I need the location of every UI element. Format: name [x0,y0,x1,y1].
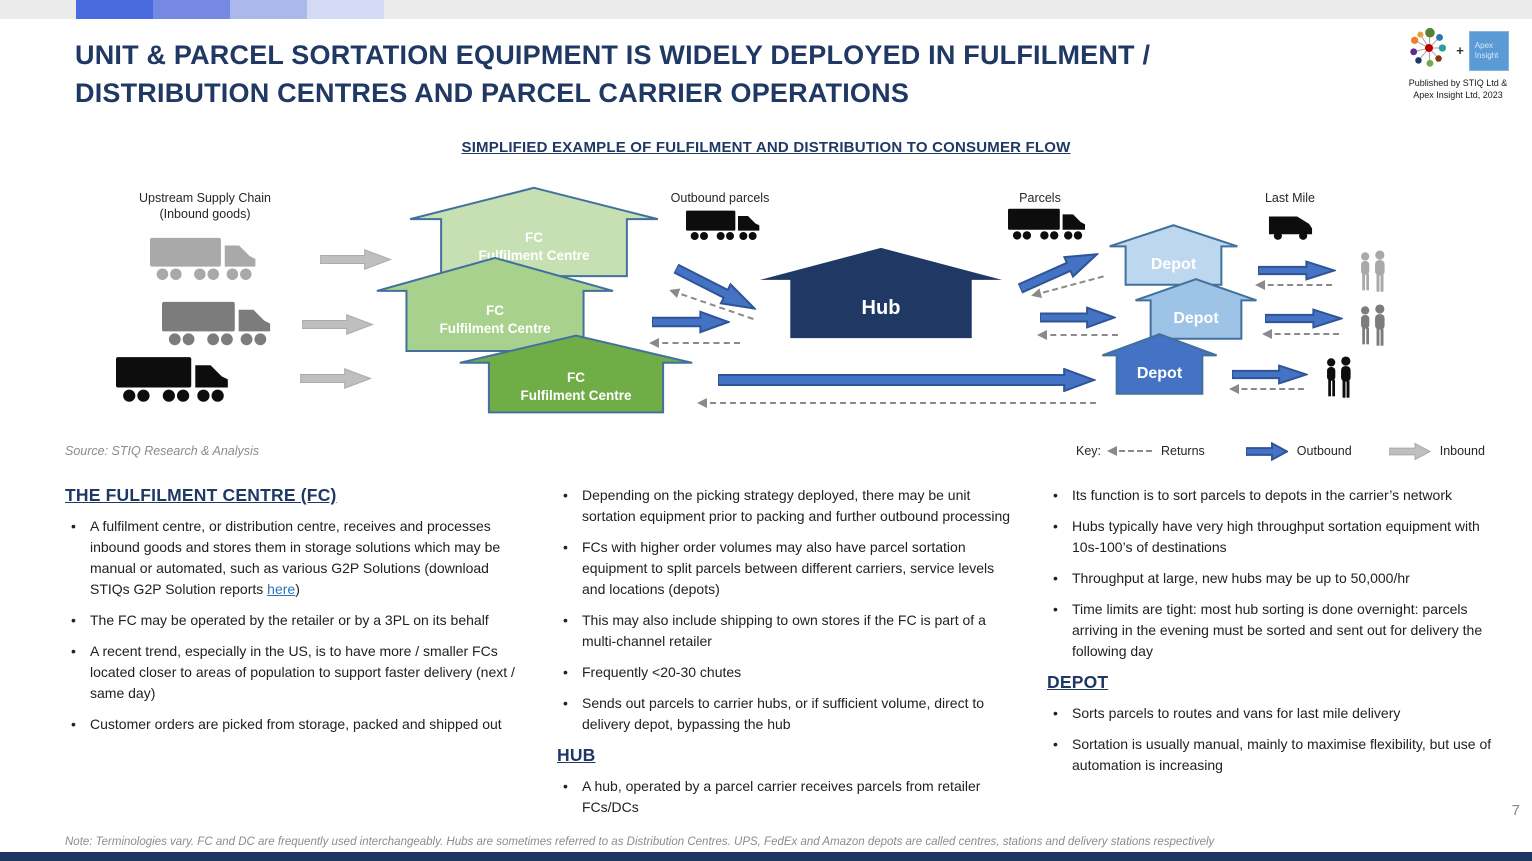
source-note: Source: STIQ Research & Analysis [65,444,260,458]
parcels-truck-icon [1008,206,1092,242]
key-returns-label: Returns [1161,444,1205,458]
page-title-line1: UNIT & PARCEL SORTATION EQUIPMENT IS WIDELY DEPLOYED IN FULFILMENT / [75,40,1151,70]
header-square-3 [230,0,307,19]
publisher-caption: Published by STIQ Ltd & Apex Insight Ltd, 2023 [1408,78,1508,100]
returns-key-icon [1110,450,1152,452]
diagram-title: SIMPLIFIED EXAMPLE OF FULFILMENT AND DISTRIBUTION TO CONSUMER FLOW [461,139,1071,156]
last-mile-label: Last Mile [1264,191,1316,205]
page-title [75,36,1175,113]
returns-arrow-icon [1265,333,1339,335]
hub-heading: HUB [557,745,596,765]
consumers-icon [1356,250,1389,292]
publisher-logo [1398,26,1518,101]
page-title-line2: DISTRIBUTION CENTRES AND PARCEL CARRIER OPERATIONS [75,78,910,109]
g2p-reports-link[interactable]: here [267,581,296,597]
outbound-truck-icon [686,208,766,243]
key-outbound-label: Outbound [1296,444,1352,458]
inbound-arrow-icon [300,367,372,390]
inbound-arrow-icon [302,313,374,336]
depot-house-1: Depot [1107,224,1240,286]
bullet-item: • A hub, operated by a parcel carrier receives parcels from retailer FCs/DCs [557,776,1012,818]
header-square-2 [153,0,230,19]
bullet-item: • Sends out parcels to carrier hubs, or if sufficient volume, direct to delivery depot, bypassing the hub [557,693,1012,735]
bullet-item: • A recent trend, especially in the US, is to have more / smaller FCs located closer to areas of population to support faster delivery (next / same day) [65,641,520,704]
consumers-icon [1322,356,1355,398]
outbound-arrow-icon [1232,364,1308,385]
hub-bullet-list [557,776,1012,818]
bullet-item: • Hubs typically have very high throughput sortation equipment with 10s-100’s of destinations [1047,516,1509,558]
outbound-key-icon [1246,442,1288,461]
bullet-item: • Depending on the picking strategy deployed, there may be unit sortation equipment prior to packing and further outbound processing [557,485,1012,527]
plus-sign: + [1456,43,1464,58]
key-title: Key: [1076,444,1102,458]
bullet-item: • A fulfilment centre, or distribution centre, receives and processes inbound goods and stores them in storage solutions which may be manual or automated, such as various G2P Solutions (download STIQs G2P Solution reports here) [65,516,520,600]
fulfilment-flow-diagram [0,178,1532,442]
fc-house-1: FC Fulfilment Centre [405,186,663,278]
last-mile-van-icon [1266,212,1318,242]
returns-arrow-icon [700,402,1096,404]
column-fulfilment-centre [65,485,520,745]
upstream-label: Upstream Supply Chain (Inbound goods) [138,191,271,222]
fc-house-2: FC Fulfilment Centre [372,256,618,353]
outbound-arrow-icon [1015,242,1104,300]
depot-house-3: Depot [1100,333,1219,395]
column-depot [1047,485,1509,786]
returns-arrow-icon [1258,284,1332,286]
bullet-item: • Its function is to sort parcels to depots in the carrier’s network [1047,485,1509,506]
bullet-item: • Customer orders are picked from storage, packed and shipped out [65,714,520,735]
inbound-key-icon [1389,442,1431,461]
bullet-item: • Frequently <20-30 chutes [557,662,1012,683]
outbound-parcels-label: Outbound parcels [670,191,770,205]
column-hub [557,485,1012,828]
outbound-arrow-icon [1258,260,1336,281]
depot-house-2: Depot [1133,278,1259,340]
fc-house-3: FC Fulfilment Centre [455,334,697,414]
inbound-truck-icon [116,353,238,406]
bypass-hub-arrow-icon [718,368,1096,392]
right-bullet-list [1047,485,1509,662]
bullet-item: • Sortation is usually manual, mainly to maximise flexibility, but use of automation is increasing [1047,734,1509,776]
bullet-item: • This may also include shipping to own stores if the FC is part of a multi-channel retailer [557,610,1012,652]
fc-heading: THE FULFILMENT CENTRE (FC) [65,485,337,505]
depot-heading: DEPOT [1047,672,1109,692]
bullet-item: • Throughput at large, new hubs may be up to 50,000/hr [1047,568,1509,589]
fc-bullet-list [65,516,520,735]
bottom-bar [0,852,1532,861]
parcels-label: Parcels [1019,191,1061,205]
bullet-item: • The FC may be operated by the retailer or by a 3PL on its behalf [65,610,520,631]
diagram-key [1076,440,1485,462]
header-square-1 [76,0,153,19]
hub-house: Hub [755,246,1007,340]
top-strip [0,0,1532,19]
apex-insight-logo: Apex Insight [1469,31,1509,71]
inbound-truck-icon [162,298,280,349]
outbound-arrow-icon [652,310,730,334]
footer-note: Note: Terminologies vary. FC and DC are frequently used interchangeably. Hubs are sometimes referred to as Distribution Centres. UPS, FedEx and Amazon depots are called centres, stations and delivery stations respectively [65,836,1215,848]
depot-bullet-list [1047,703,1509,776]
header-square-4 [307,0,384,19]
inbound-truck-icon [150,234,265,284]
bullet-item: • Time limits are tight: most hub sorting is done overnight: parcels arriving in the evening must be sorted and sent out for delivery the following day [1047,599,1509,662]
bullet-item: • FCs with higher order volumes may also have parcel sortation equipment to split parcels between different carriers, service levels and locations (depots) [557,537,1012,600]
returns-arrow-icon [1232,388,1304,390]
outbound-arrow-icon [1265,308,1343,329]
consumers-icon [1356,304,1389,346]
stiq-logo-icon [1407,26,1451,75]
bullet-item: • Sorts parcels to routes and vans for last mile delivery [1047,703,1509,724]
mid-bullet-list [557,485,1012,735]
key-inbound-label: Inbound [1439,444,1485,458]
outbound-arrow-icon [1040,306,1116,329]
page-number: 7 [1511,802,1520,819]
